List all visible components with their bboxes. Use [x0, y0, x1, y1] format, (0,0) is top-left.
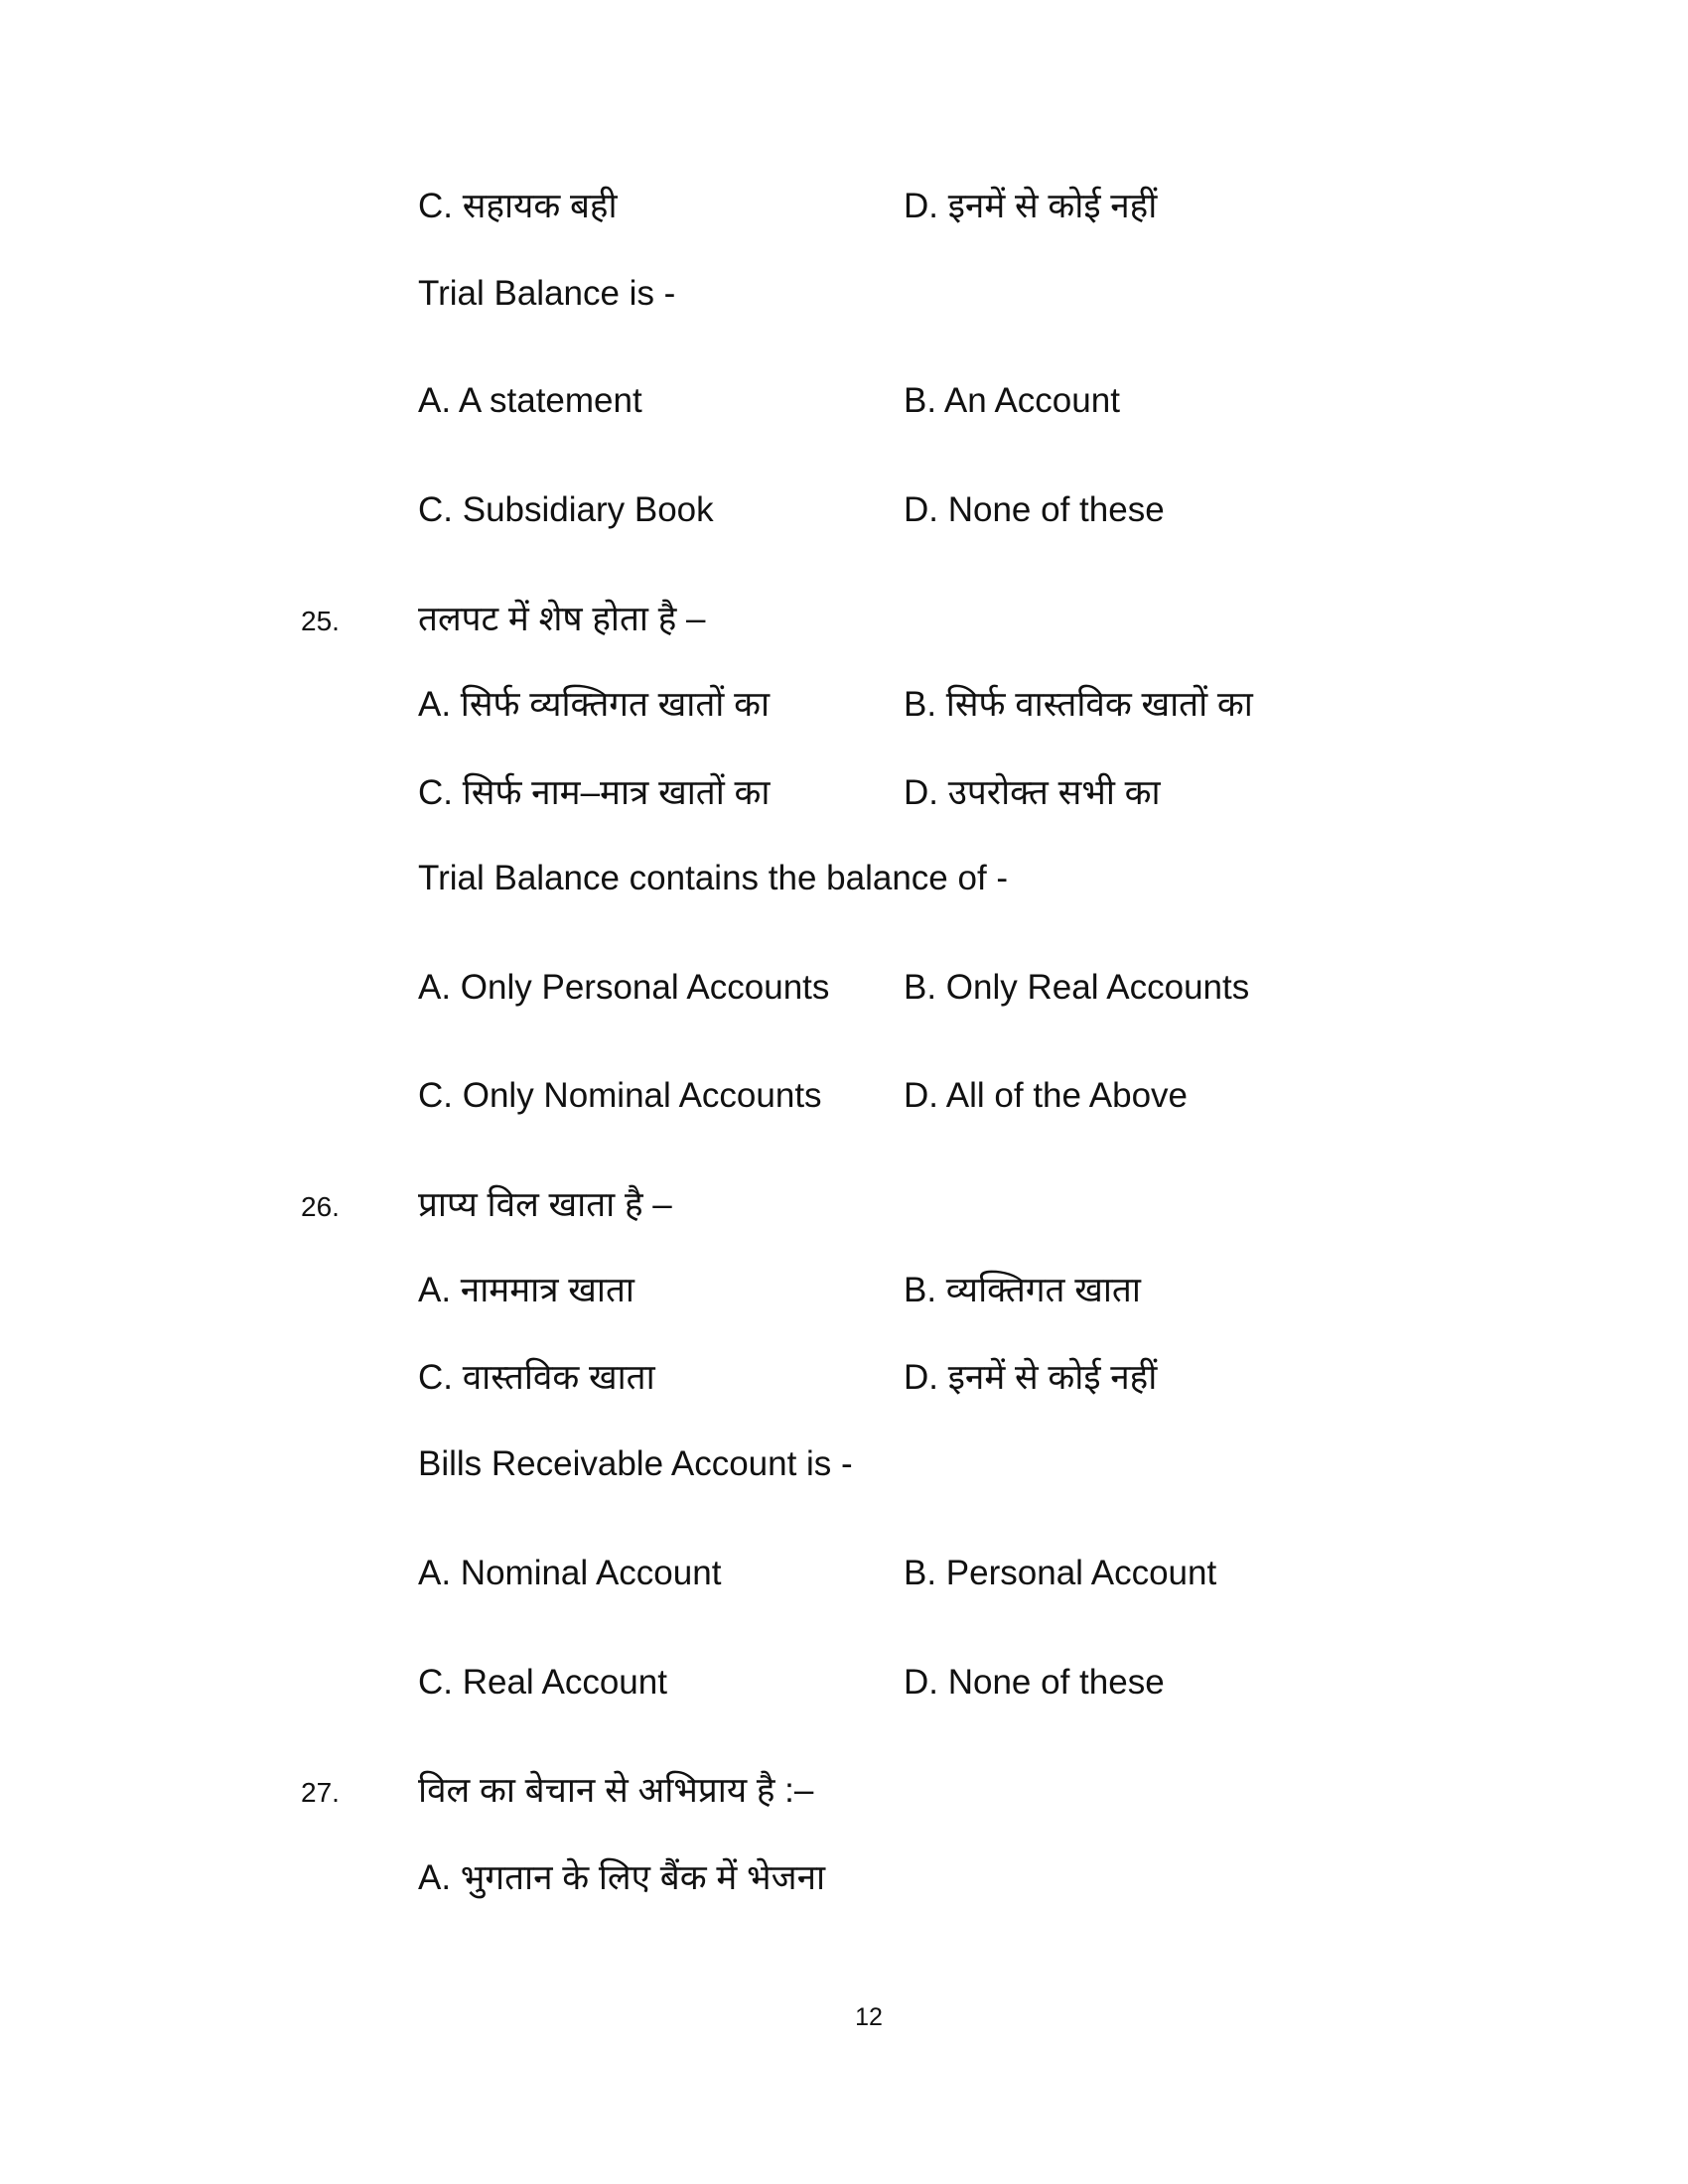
option-c-english: C. Only Nominal Accounts	[418, 1076, 822, 1115]
option-b-hindi: B. व्यक्तिगत खाता	[904, 1271, 1141, 1309]
option-d: D. इनमें से कोई नहीं	[904, 187, 1158, 225]
question-text-english: Bills Receivable Account is -	[418, 1444, 853, 1483]
page-number: 12	[855, 2003, 883, 2031]
option-a-hindi: A. भुगतान के लिए बैंक में भेजना	[418, 1858, 826, 1897]
option-c: C. सहायक बही	[418, 187, 618, 225]
option-a: A. A statement	[418, 381, 642, 420]
option-c: C. Subsidiary Book	[418, 490, 714, 529]
option-d: D. None of these	[904, 490, 1165, 529]
question-number: 27.	[301, 1777, 340, 1808]
option-c-hindi: C. सिर्फ नाम–मात्र खातों का	[418, 773, 771, 812]
option-a-english: A. Only Personal Accounts	[418, 968, 830, 1007]
question-text-hindi: तलपट में शेष होता है –	[418, 600, 706, 638]
option-a-hindi: A. सिर्फ व्यक्तिगत खातों का	[418, 685, 771, 724]
question-number: 26.	[301, 1191, 340, 1222]
option-b-english: B. Personal Account	[904, 1554, 1217, 1592]
option-b: B. An Account	[904, 381, 1120, 420]
question-text: Trial Balance is -	[418, 274, 676, 313]
question-text-english: Trial Balance contains the balance of -	[418, 859, 1009, 897]
option-a-english: A. Nominal Account	[418, 1554, 722, 1592]
question-number: 25.	[301, 606, 340, 636]
question-text-hindi: विल का बेचान से अभिप्राय है :–	[418, 1771, 814, 1810]
option-c-english: C. Real Account	[418, 1663, 667, 1702]
question-text-hindi: प्राप्य विल खाता है –	[418, 1185, 672, 1224]
option-a-hindi: A. नाममात्र खाता	[418, 1271, 634, 1309]
option-d-english: D. None of these	[904, 1663, 1165, 1702]
option-b-english: B. Only Real Accounts	[904, 968, 1250, 1007]
option-d-english: D. All of the Above	[904, 1076, 1189, 1115]
option-b-hindi: B. सिर्फ वास्तविक खातों का	[904, 685, 1253, 724]
option-d-hindi: D. उपरोक्त सभी का	[904, 773, 1161, 812]
option-d-hindi: D. इनमें से कोई नहीं	[904, 1358, 1158, 1397]
option-c-hindi: C. वास्तविक खाता	[418, 1358, 655, 1397]
